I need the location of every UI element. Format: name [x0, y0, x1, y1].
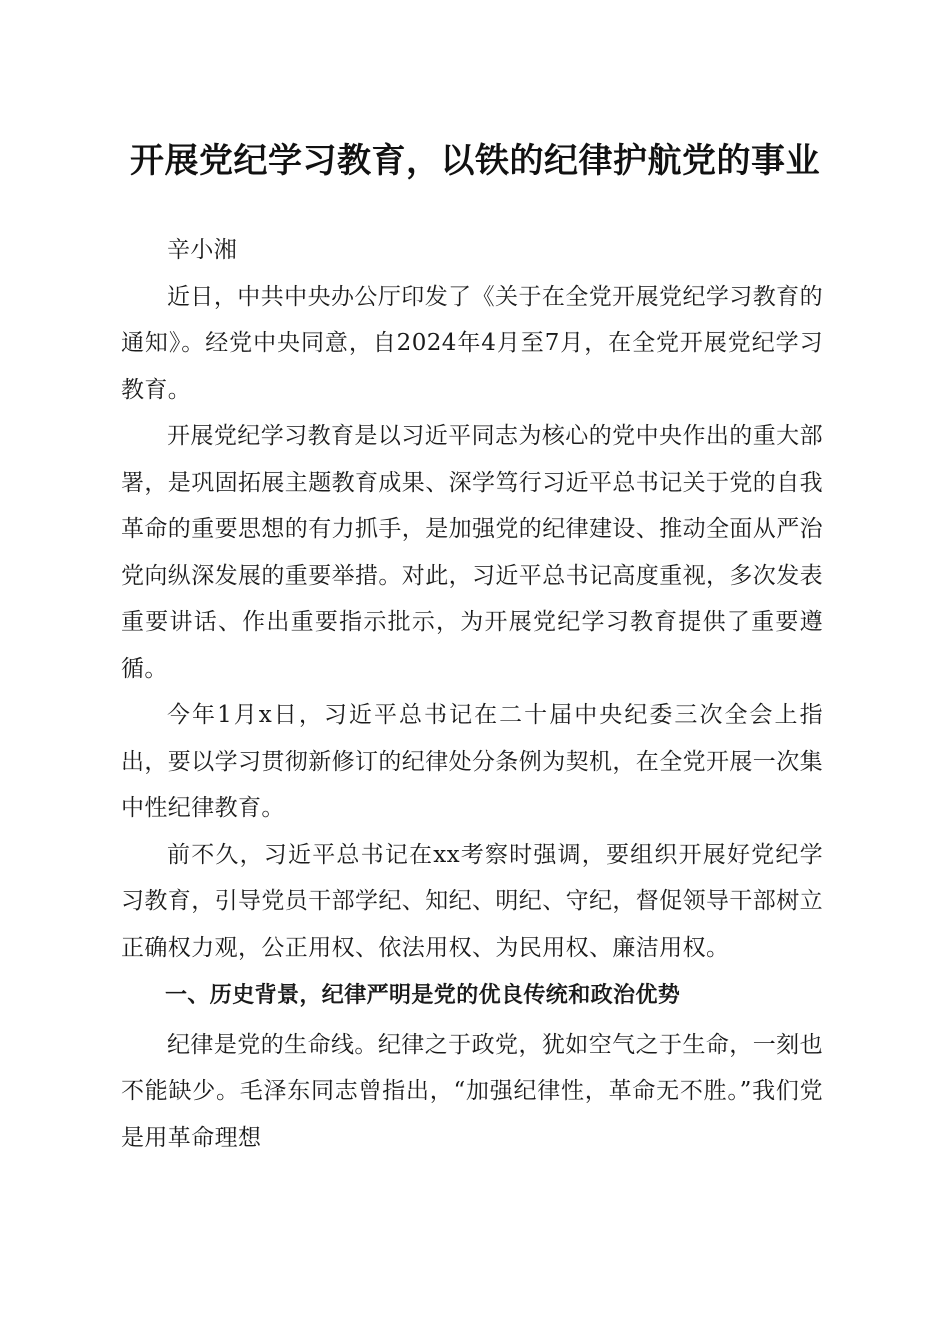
document-body — [121, 227, 823, 1161]
paragraph-1: 近日，中共中央办公厅印发了《关于在全党开展党纪学习教育的通知》。经党中央同意，自2024年4月至7月，在全党开展党纪学习教育。 — [121, 283, 823, 403]
section-heading: 一、历史背景，纪律严明是党的优良传统和政治优势 — [165, 983, 681, 1008]
document-title: 开展党纪学习教育，以铁的纪律护航党的事业 — [130, 141, 820, 181]
author-line: 辛小湘 — [167, 237, 238, 263]
paragraph-3: 今年1月x日，习近平总书记在二十届中央纪委三次全会上指出，要以学习贯彻新修订的纪律处分条例为契机，在全党开展一次集中性纪律教育。 — [121, 702, 823, 821]
paragraph-2: 开展党纪学习教育是以习近平同志为核心的党中央作出的重大部署，是巩固拓展主题教育成果、深学笃行习近平总书记关于党的自我革命的重要思想的有力抓手，是加强党的纪律建设、推动全面从严治党向纵深发展的重要举措。对此，习近平总书记高度重视，多次发表重要讲话、作出重要指示批示，为开展党纪学习教育提供了重要遵循。 — [121, 423, 823, 682]
section-paragraph: 纪律是党的生命线。纪律之于政党，犹如空气之于生命，一刻也不能缺少。毛泽东同志曾指出，“加强纪律性，革命无不胜。”我们党是用革命理想 — [121, 1031, 823, 1151]
paragraph-4: 前不久，习近平总书记在xx考察时强调，要组织开展好党纪学习教育，引导党员干部学纪、知纪、明纪、守纪，督促领导干部树立正确权力观，公正用权、依法用权、为民用权、廉洁用权。 — [121, 841, 823, 961]
